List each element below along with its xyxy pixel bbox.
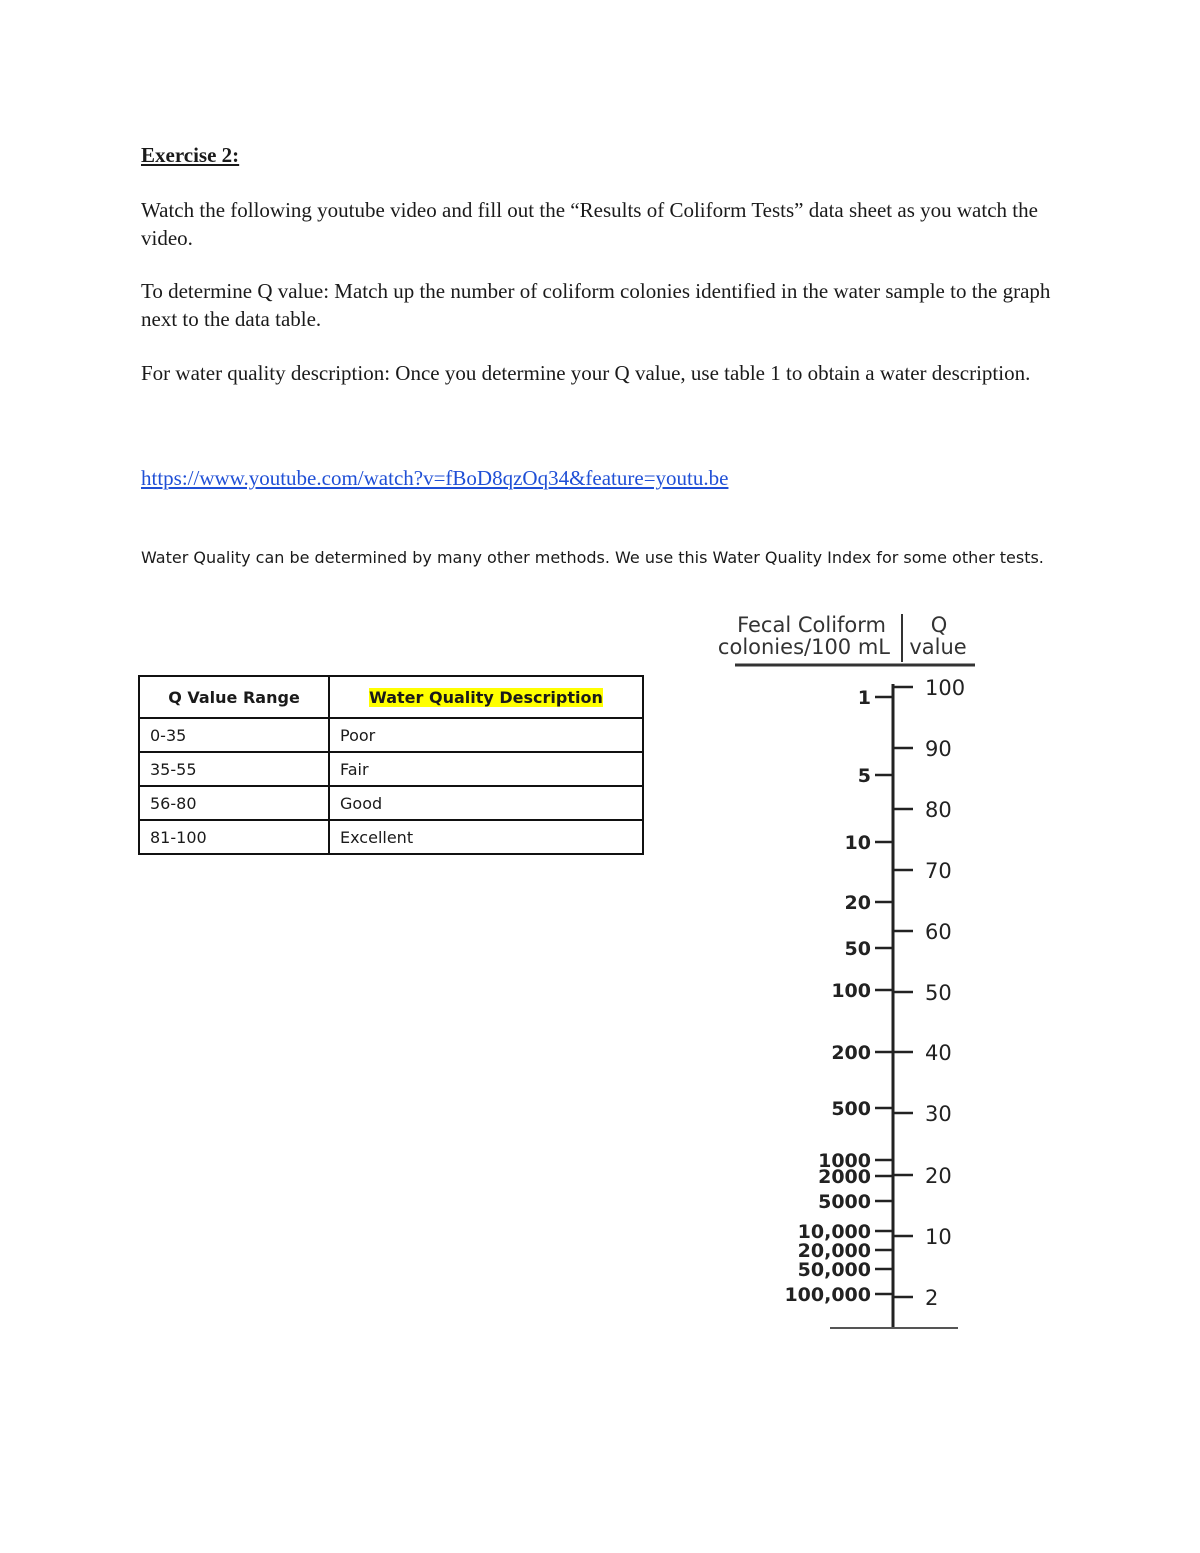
coliform-label: 10,000 [797,1221,871,1243]
table-row [139,718,643,752]
table-cell: 81-100 [139,820,329,854]
coliform-label: 5 [857,765,871,787]
q-value-label: 10 [925,1225,952,1249]
q-value-label: 20 [925,1164,952,1188]
right-header-line-1: Q [930,613,948,637]
instruction-paragraph: Watch the following youtube video and fill out the “Results of Coliform Tests” data sheet as you watch the video. [141,198,1038,250]
coliform-label: 20 [844,892,871,914]
coliform-label: 500 [831,1098,871,1120]
left-header-line-2: colonies/100 mL [717,635,890,659]
table-row [139,786,643,820]
coliform-label: 20,000 [797,1240,871,1262]
coliform-label: 50 [844,938,871,960]
table-cell: Excellent [329,820,643,854]
q-value-label: 2 [925,1286,939,1310]
q-value-label: 80 [925,798,952,822]
table-cell: Good [329,786,643,820]
coliform-label: 10 [844,832,871,854]
table-header [329,676,643,718]
coliform-label: 1 [857,687,871,709]
table-row [139,752,643,786]
q-value-label: 50 [925,981,952,1005]
coliform-label: 200 [831,1042,871,1064]
q-value-label: 60 [925,920,952,944]
q-value-label: 70 [925,859,952,883]
coliform-label: 2000 [818,1166,871,1188]
q-value-instruction: To determine Q value: Match up the number of coliform colonies identified in the water sample to the graph next to the data table. [141,279,1051,331]
youtube-link[interactable]: https://www.youtube.com/watch?v=fBoD8qzOq34&feature=youtu.be [141,466,729,490]
table-cell: 56-80 [139,786,329,820]
exercise-heading: Exercise 2: [141,143,240,167]
table-cell: 0-35 [139,718,329,752]
coliform-label: 100 [831,980,871,1002]
left-header-line-1: Fecal Coliform [737,613,886,637]
table-cell: Fair [329,752,643,786]
table-header [139,676,329,718]
right-header-line-2: value [909,635,967,659]
header-description: Water Quality Description [369,687,603,707]
water-quality-note: Water Quality can be determined by many other methods. We use this Water Quality Index for some other tests. [141,548,1044,567]
coliform-label: 1000 [818,1150,871,1172]
table-row [139,820,643,854]
q-value-label: 30 [925,1102,952,1126]
coliform-q-value-scale [700,600,1060,1340]
q-value-label: 100 [925,676,966,700]
coliform-label: 5000 [818,1191,871,1213]
q-value-label: 40 [925,1041,952,1065]
header-q-range: Q Value Range [168,687,300,707]
coliform-label: 100,000 [784,1284,871,1306]
q-value-table [138,675,644,855]
table-cell: Poor [329,718,643,752]
table-cell: 35-55 [139,752,329,786]
q-value-label: 90 [925,737,952,761]
coliform-label: 50,000 [797,1259,871,1281]
description-instruction: For water quality description: Once you determine your Q value, use table 1 to obtain a water description. [141,361,1031,385]
table-header-row [139,676,643,718]
